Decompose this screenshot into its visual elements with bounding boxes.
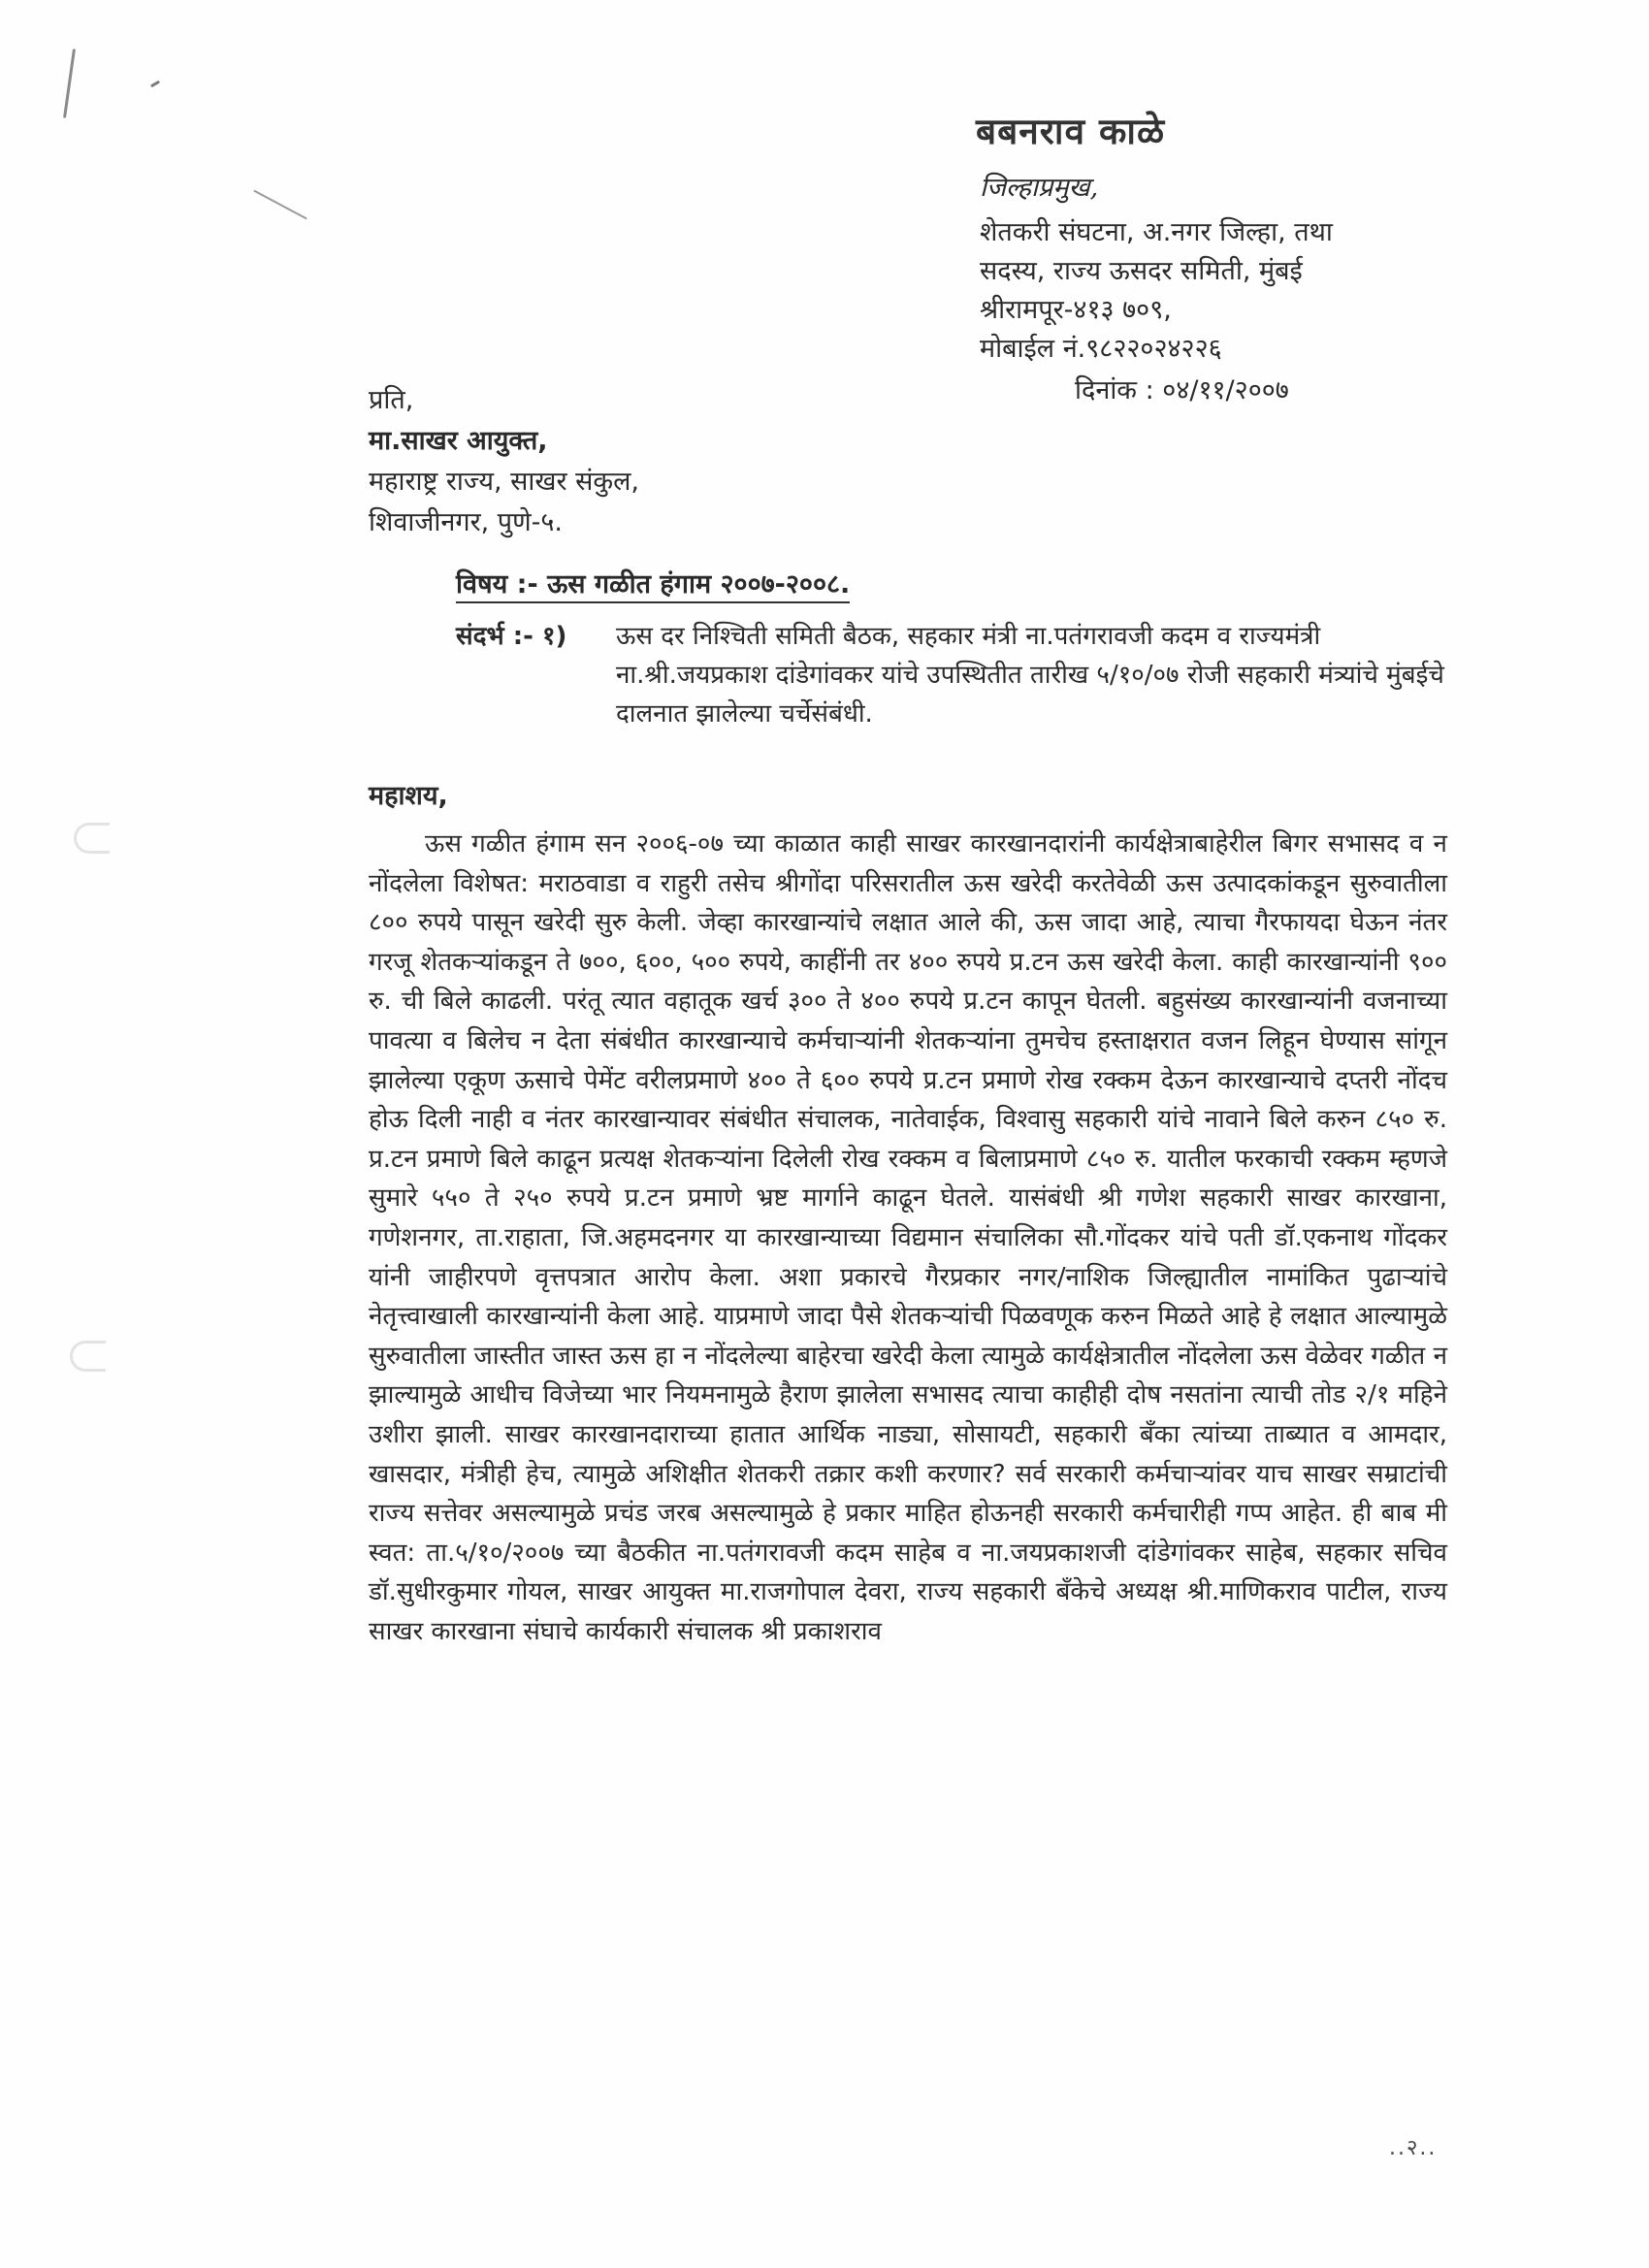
sender-line: मोबाईल नं.९८२२०२४२२६ [980, 334, 1222, 364]
reference-text: ऊस दर निश्चिती समिती बैठक, सहकार मंत्री ना.पतंगरावजी कदम व राज्यमंत्री ना.श्री.जयप्रकाश दांडेगांवकर यांचे उपस्थितीत तारीख ५/१०/०७ रोजी सहकारी मंत्र्यांचे मुंबईचे दालनात झालेल्या चर्चेसंबंधी. [616, 622, 1444, 729]
subject-text: विषय :- ऊस गळीत हंगाम २००७-२००८. [456, 569, 850, 603]
sender-line: सदस्य, राज्य ऊसदर समिती, मुंबई [980, 256, 1303, 286]
recipient-line: शिवाजीनगर, पुणे-५. [369, 507, 564, 537]
reference-label: संदर्भ :- १) [456, 622, 567, 651]
recipient-line: महाराष्ट्र राज्य, साखर संकुल, [369, 467, 640, 497]
sender-title: जिल्हाप्रमुख, [980, 173, 1099, 203]
scan-mark [63, 49, 76, 118]
reference-block [456, 617, 1445, 733]
punch-hole [70, 1341, 106, 1372]
scan-mark [253, 190, 307, 220]
sender-line: शेतकरी संघटना, अ.नगर जिल्हा, तथा [980, 217, 1333, 247]
subject-line [456, 565, 850, 600]
scan-mark [150, 81, 160, 88]
sender-name: बबनराव काळे [976, 111, 1166, 152]
recipient-block [369, 380, 639, 543]
recipient-prefix: प्रति, [369, 385, 414, 415]
sender-block [976, 105, 1333, 369]
punch-hole [74, 823, 110, 854]
salutation: महाशय, [369, 781, 448, 811]
recipient-name: मा.साखर आयुक्त, [369, 426, 548, 456]
page-continuation: ..२.. [1389, 2136, 1438, 2160]
letter-date: दिनांक : ०४/११/२००७ [1075, 375, 1289, 405]
sender-line: श्रीरामपूर-४१३ ७०९, [980, 295, 1172, 325]
body-paragraph: ऊस गळीत हंगाम सन २००६-०७ च्या काळात काही साखर कारखानदारांनी कार्यक्षेत्राबाहेरील बिगर सभासद व न नोंदलेला विशेषत: मराठवाडा व राहुरी तसेच श्रीगोंदा परिसरातील ऊस खरेदी करतेवेळी ऊस उत्पादकांकडून सुरुवातीला ८०० रुपये पासून खरेदी सुरु केली. जेव्हा कारखान्यांचे लक्षात आले की, ऊस जादा आहे, त्याचा गैरफायदा घेऊन नंतर गरजू शेतकऱ्यांकडून ते ७००, ६००, ५०० रुपये, काहींनी तर ४०० रुपये प्र.टन ऊस खरेदी केला. काही कारखान्यांनी ९०० रु. ची बिले काढली. परंतू त्यात वहातूक खर्च ३०० ते ४०० रुपये प्र.टन कापून घेतली. बहुसंख्य कारखान्यांनी वजनाच्या पावत्या व बिलेच न देता संबंधीत कारखान्याचे कर्मचाऱ्यांनी शेतकऱ्यांना तुमचेच हस्ताक्षरात वजन लिहून घेण्यास सांगून झालेल्या एकूण ऊसाचे पेमेंट वरीलप्रमाणे ४०० ते ६०० रुपये प्र.टन प्रमाणे रोख रक्कम देऊन कारखान्याचे दप्तरी नोंदच होऊ दिली नाही व नंतर कारखान्यावर संबंधीत संचालक, नातेवाईक, विश्वासु सहकारी यांचे नावाने बिले करुन ८५० रु. प्र.टन प्रमाणे बिले काढून प्रत्यक्ष शेतकऱ्यांना दिलेली रोख रक्कम व बिलाप्रमाणे ८५० रु. यातील फरकाची रक्कम म्हणजे सुमारे ५५० ते २५० रुपये प्र.टन प्रमाणे भ्रष्ट मार्गाने काढून घेतले. यासंबंधी श्री गणेश सहकारी साखर कारखाना, गणेशनगर, ता.राहाता, जि.अहमदनगर या कारखान्याच्या विद्यमान संचालिका सौ.गोंदकर यांचे पती डॉ.एकनाथ गोंदकर यांनी जाहीरपणे वृत्तपत्रात आरोप केला. अशा प्रकारचे गैरप्रकार नगर/नाशिक जिल्ह्यातील नामांकित पुढाऱ्यांचे नेतृत्त्वाखाली कारखान्यांनी केला आहे. याप्रमाणे जादा पैसे शेतकऱ्यांची पिळवणूक करुन मिळते आहे हे लक्षात आल्यामुळे सुरुवातीला जास्तीत जास्त ऊस हा न नोंदलेल्या बाहेरचा खरेदी केला त्यामुळे कार्यक्षेत्रातील नोंदलेला ऊस वेळेवर गळीत न झाल्यामुळे आधीच विजेच्या भार नियमनामुळे हैराण झालेला सभासद त्याचा काहीही दोष नसतांना त्याची तोड २/१ महिने उशीरा झाली. साखर कारखानदाराच्या हातात आर्थिक नाड्या, सोसायटी, सहकारी बँका त्यांच्या ताब्यात व आमदार, खासदार, मंत्रीही हेच, त्यामुळे अशिक्षीत शेतकरी तक्रार कशी करणार? सर्व सरकारी कर्मचाऱ्यांवर याच साखर सम्राटांची राज्य सत्तेवर असल्यामुळे प्रचंड जरब असल्यामुळे हे प्रकार माहित होऊनही सरकारी कर्मचारीही गप्प आहेत. ही बाब मी स्वत: ता.५/१०/२००७ च्या बैठकीत ना.पतंगरावजी कदम साहेब व ना.जयप्रकाशजी दांडेगांवकर साहेब, सहकार सचिव डॉ.सुधीरकुमार गोयल, साखर आयुक्त मा.राजगोपाल देवरा, राज्य सहकारी बँकेचे अध्यक्ष श्री.माणिकराव पाटील, राज्य साखर कारखाना संघाचे कार्यकारी संचालक श्री प्रकाशराव [369, 829, 1447, 1646]
